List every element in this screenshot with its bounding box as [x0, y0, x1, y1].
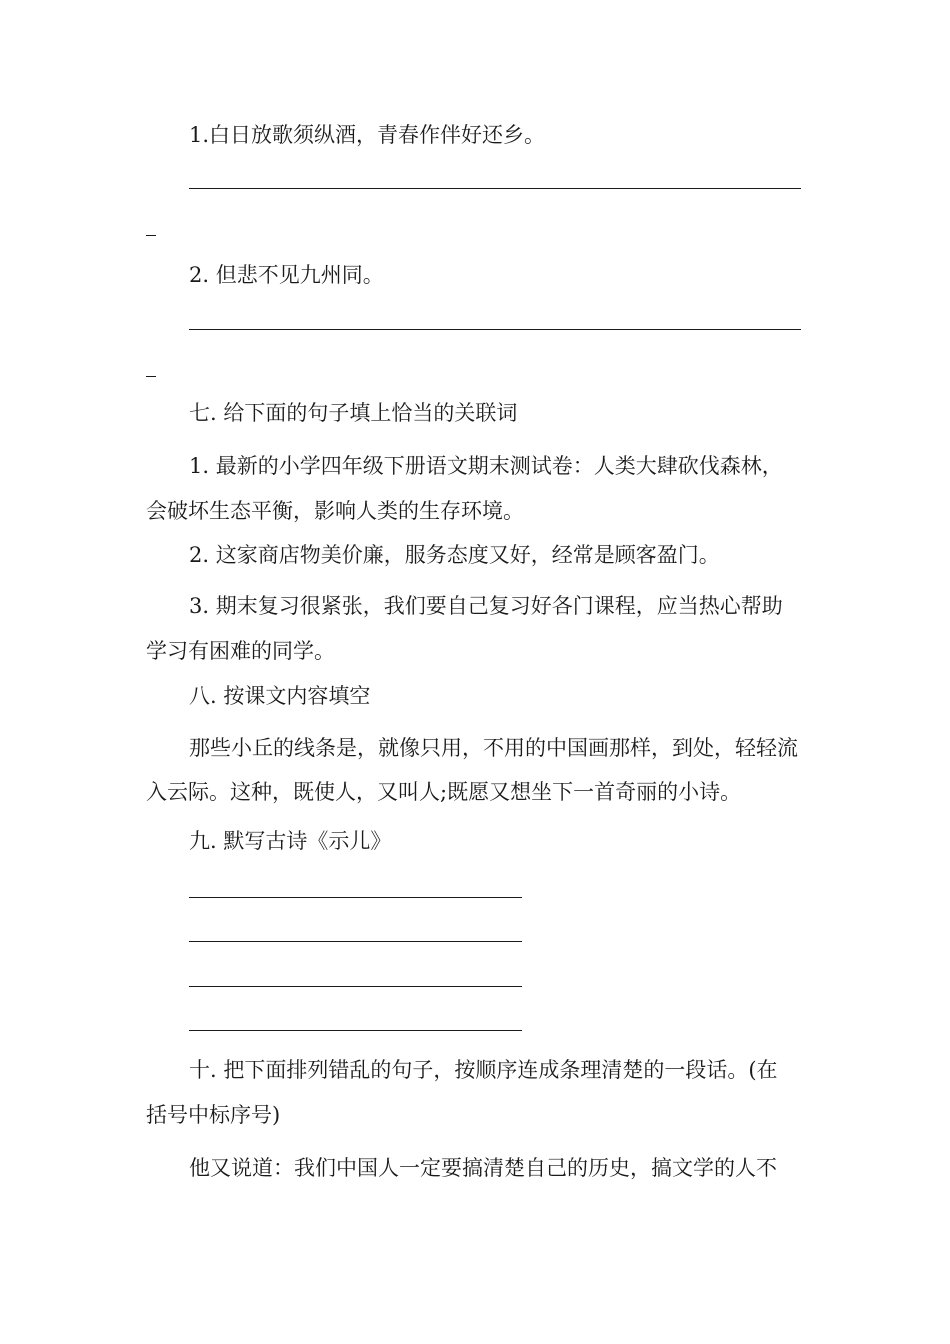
- answer-line[interactable]: [189, 329, 801, 330]
- section7-item-1-line-2: 会破坏生态平衡，影响人类的生存环境。: [146, 499, 524, 523]
- section7-item-2: 2. 这家商店物美价廉，服务态度又好，经常是顾客盈门。: [189, 543, 720, 567]
- section6-item-2: 2. 但悲不见九州同。: [189, 263, 384, 287]
- section10-paragraph-line-1: 他又说道：我们中国人一定要搞清楚自己的历史，搞文学的人不: [189, 1156, 777, 1180]
- section9-heading: 九. 默写古诗《示儿》: [189, 829, 392, 853]
- section10-heading-line-2: 括号中标序号): [146, 1103, 281, 1127]
- section8-line-2: 入云际。这种，既使人，又叫人;既愿又想坐下一首奇丽的小诗。: [146, 780, 742, 804]
- poem-answer-line-1[interactable]: [189, 897, 522, 898]
- section7-item-3-line-2: 学习有困难的同学。: [146, 639, 335, 663]
- poem-answer-line-3[interactable]: [189, 986, 522, 987]
- section7-item-1-line-1: 1. 最新的小学四年级下册语文期末测试卷：人类大肆砍伐森林，: [189, 454, 783, 478]
- answer-line[interactable]: [189, 188, 801, 189]
- answer-line-tail: [146, 235, 156, 236]
- section7-heading: 七. 给下面的句子填上恰当的关联词: [189, 401, 518, 425]
- answer-line-tail: [146, 376, 156, 377]
- poem-answer-line-4[interactable]: [189, 1030, 522, 1031]
- section8-heading: 八. 按课文内容填空: [189, 684, 371, 708]
- section10-heading-line-1: 十. 把下面排列错乱的句子，按顺序连成条理清楚的一段话。(在: [189, 1058, 778, 1082]
- section7-item-3-line-1: 3. 期末复习很紧张，我们要自己复习好各门课程，应当热心帮助: [189, 594, 783, 618]
- section8-line-1: 那些小丘的线条是，就像只用，不用的中国画那样，到处，轻轻流: [189, 736, 798, 760]
- poem-answer-line-2[interactable]: [189, 941, 522, 942]
- section6-item-1: 1.白日放歌须纵酒，青春作伴好还乡。: [189, 123, 546, 147]
